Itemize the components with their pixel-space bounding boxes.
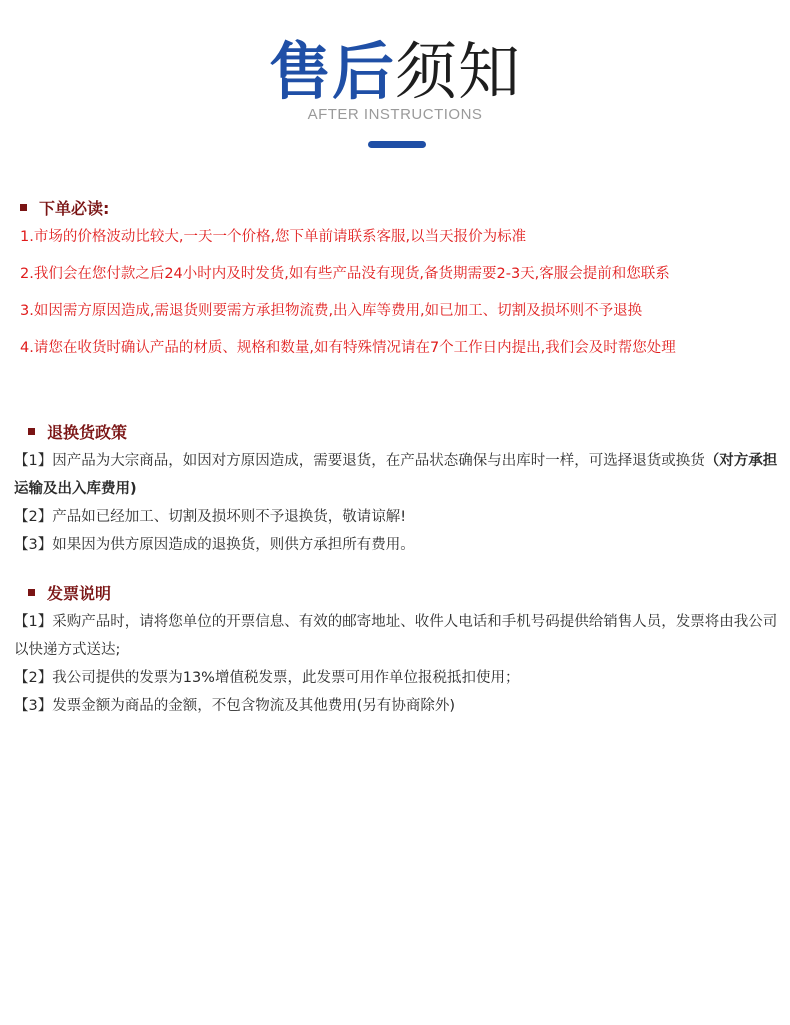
square-bullet-icon: [28, 428, 35, 435]
notice-line-2: 2.我们会在您付款之后24小时内及时发货,如有些产品没有现货,备货期需要2-3天,客服会提前和您联系: [20, 266, 670, 282]
notice-line-3: 3.如因需方原因造成,需退货则要需方承担物流费,出入库等费用,如已加工、切割及损坏则不予退换: [20, 303, 643, 319]
notice-line-1: 1.市场的价格波动比较大,一天一个价格,您下单前请联系客服,以当天报价为标准: [20, 229, 527, 245]
page-subtitle: AFTER INSTRUCTIONS: [307, 106, 483, 123]
return-policy-heading-text: 退换货政策: [47, 423, 128, 442]
order-notice-heading: [20, 196, 780, 219]
notice-line-4: 4.请您在收货时确认产品的材质、规格和数量,如有特殊情况请在7个工作日内提出,我们会及时帮您处理: [20, 340, 676, 356]
title-dark-part: 须知: [395, 35, 522, 108]
order-notice-heading-text: 下单必读:: [39, 199, 110, 218]
invoice-heading: [28, 581, 784, 604]
return-policy-item-1: [14, 447, 784, 503]
return-policy-item-2: 【2】产品如已经加工、切割及损坏则不予退换货，敬请谅解!: [14, 509, 407, 525]
invoice-heading-text: 发票说明: [47, 584, 112, 603]
return-policy-section: [14, 420, 784, 559]
invoice-item-3: 【3】发票金额为商品的金额，不包含物流及其他费用(另有协商除外): [14, 698, 456, 714]
page-title: [0, 36, 790, 108]
invoice-item-2: 【2】我公司提供的发票为13%增值税发票，此发票可用作单位报税抵扣使用；: [14, 670, 520, 686]
return-policy-item-1-bold: （对方承担运输及出入库费用): [14, 453, 778, 497]
title-blue-part: 售后: [268, 35, 395, 108]
page-header: [0, 36, 790, 123]
invoice-item-1: 【1】采购产品时，请将您单位的开票信息、有效的邮寄地址、收件人电话和手机号码提供给销售人员，发票将由我公司以快递方式送达;: [14, 614, 778, 658]
order-notice-section: [20, 196, 780, 367]
return-policy-heading: [28, 420, 784, 443]
title-underline-bar: [368, 141, 426, 148]
return-policy-item-1-text: 【1】因产品为大宗商品，如因对方原因造成，需要退货，在产品状态确保与出库时一样，可选择退货或换货: [14, 453, 705, 469]
square-bullet-icon: [20, 204, 27, 211]
invoice-section: [14, 581, 784, 720]
square-bullet-icon: [28, 589, 35, 596]
return-policy-item-3: 【3】如果因为供方原因造成的退换货，则供方承担所有费用。: [14, 537, 415, 553]
